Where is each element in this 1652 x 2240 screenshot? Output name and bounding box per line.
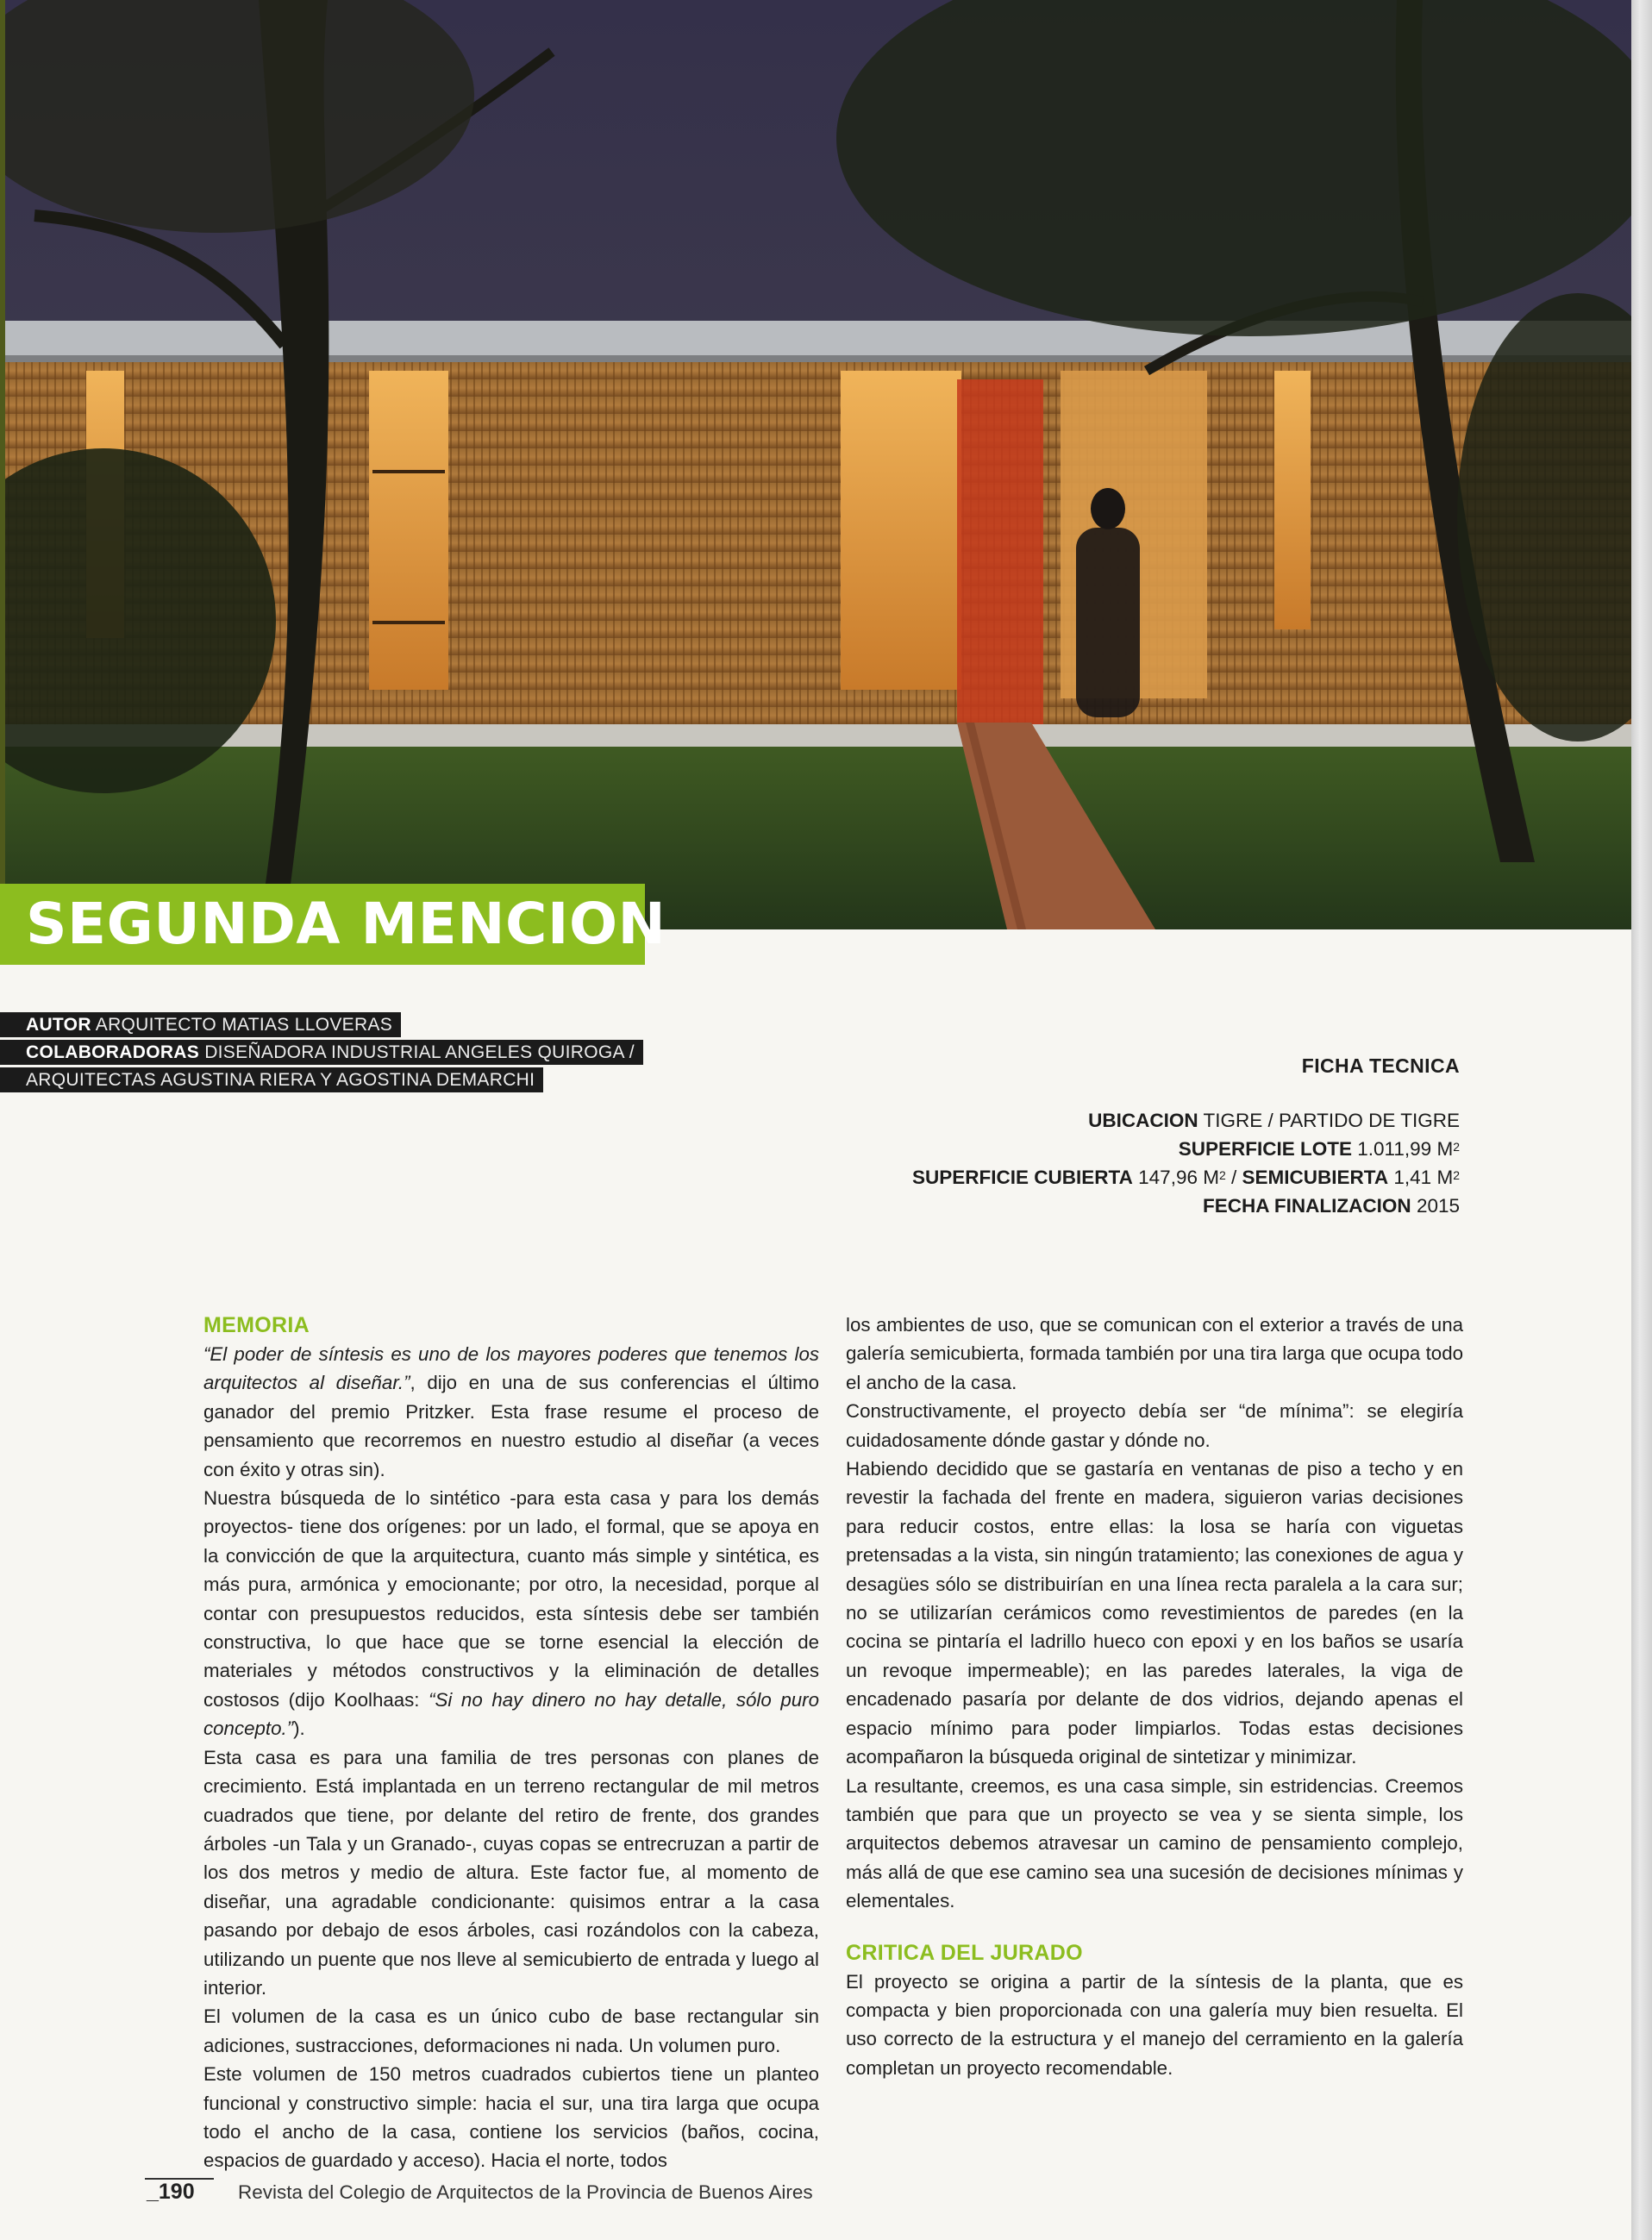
memoria-p2-end: ).	[293, 1718, 305, 1740]
jury-critique-text: El proyecto se origina a partir de la síntesis de la planta, que es compacta y bien proporcionada con una galería muy bien resuelta. El uso correcto de la estructura y el manejo del cerramiento en la galería completan un proyecto recomendable.	[846, 1970, 1463, 2079]
memoria-paragraph: Este volumen de 150 metros cuadrados cubiertos tiene un planteo funcional y constructivo simple: hacia el sur, una tira larga que ocupa todo el ancho de la casa, contiene los servicios (baños, cocina, espacios de guardado y acceso). Hacia el norte, todos	[203, 2063, 819, 2172]
page-number: _190	[147, 2180, 195, 2204]
section-heading: SEGUNDA MENCION	[26, 891, 666, 957]
collaborators-value-2: ARQUITECTAS AGUSTINA RIERA Y AGOSTINA DEMARCHI	[26, 1070, 535, 1090]
credit-collaborators	[0, 1040, 643, 1065]
separator: /	[1231, 1167, 1242, 1188]
covered-area-label: SUPERFICIE CUBIERTA	[912, 1167, 1133, 1188]
memoria-paragraph: La resultante, creemos, es una casa simple, sin estridencias. Creemos también que para que un proyecto se vea y se sienta simple, los arquitectos debemos atravesar un camino de pensamiento complejo, más allá de que ese camino sea una sucesión de decisiones mínimas y elementales.	[846, 1774, 1463, 1912]
house-photo-illustration	[0, 0, 1631, 929]
memoria-paragraph: Esta casa es para una familia de tres personas con planes de crecimiento. Está implantada en un terreno rectangular de mil metros cuadrados que tiene, por delante del retiro de frente, dos grandes árboles -un Tala y un Granado-, cuyas copas se entrecruzan a partir de los dos metros y medio de altura. Este factor fue, al momento de diseñar, una agradable condicionante: quisimos entrar a la casa pasando por debajo de esos árboles, casi rozándolos con la cabeza, utilizando un puente que nos lleve al semicubierto de entrada y luego al interior.	[203, 1746, 819, 1999]
completion-date-value: 2015	[1416, 1195, 1460, 1217]
lot-area-label: SUPERFICIE LOTE	[1178, 1138, 1353, 1160]
memoria-p2-start: Nuestra búsqueda de lo sintético -para esta casa y para los demás proyectos- tiene dos orígenes: por un lado, el formal, que se apoya en la convicción de que la arquitectura, cuanto más simple y sintética, es más pura, armónica y emocionante; por otro, la necesidad, porque al contar con presupuestos reducidos, esta síntesis debe ser también constructiva, lo que hace que se torne esencial la elección de materiales y métodos constructivos y la eliminación de detalles costosos (dijo Koolhaas:	[203, 1487, 819, 1711]
location-row	[912, 1106, 1460, 1135]
jury-critique-heading: CRITICA DEL JURADO	[846, 1940, 1083, 1965]
unit-superscript: 2	[1453, 1140, 1460, 1154]
semicovered-area-value: 1,41 M	[1393, 1167, 1454, 1188]
text-column-right	[846, 1311, 1463, 2082]
technical-sheet-title: FICHA TECNICA	[1301, 1054, 1460, 1077]
memoria-paragraph: El volumen de la casa es un único cubo de base rectangular sin adiciones, sustracciones, deformaciones ni nada. Un volumen puro.	[203, 2005, 819, 2056]
text-column-left	[203, 1311, 819, 2175]
house-photo	[0, 0, 1631, 929]
completion-date-row	[912, 1192, 1460, 1220]
collaborators-label: COLABORADORAS	[26, 1042, 200, 1062]
author-value: ARQUITECTO MATIAS LLOVERAS	[95, 1015, 393, 1035]
memoria-p1-rest: , dijo en una de sus conferencias el último ganador del premio Pritzker. Esta frase resume el proceso de pensamiento que recorremos en nuestro estudio al diseñar (a veces con éxito y otras sin).	[203, 1372, 819, 1480]
covered-area-value: 147,96 M	[1138, 1167, 1219, 1188]
unit-superscript: 2	[1453, 1168, 1460, 1182]
page-fold-edge	[1631, 0, 1652, 2240]
lot-area-value: 1.011,99 M	[1357, 1138, 1454, 1160]
koolhaas-quote: “Si no hay dinero no hay detalle, sólo puro concepto.”	[203, 1688, 819, 1740]
unit-superscript: 2	[1218, 1168, 1226, 1182]
magazine-name: Revista del Colegio de Arquitectos de la Provincia de Buenos Aires	[238, 2181, 813, 2203]
pritzker-quote: “El poder de síntesis es uno de los mayores poderes que tenemos los arquitectos al diseñar.”	[203, 1343, 819, 1394]
memoria-paragraph	[203, 1340, 819, 1484]
credit-author	[0, 1012, 401, 1037]
semicovered-area-label: SEMICUBIERTA	[1242, 1167, 1389, 1188]
memoria-paragraph: Habiendo decidido que se gastaría en ventanas de piso a techo y en revestir la fachada del frente en madera, siguieron varias decisiones para reducir costos, entre ellas: la losa se haría con viguetas pretensadas a la vista, sin ningún tratamiento; las conexiones de agua y desagües sólo se distribuirían en una línea recta paralela a la cara sur; no se utilizarían cerámicos como revestimientos de paredes (en la cocina se pintaría el ladrillo hueco con epoxi y en los baños se usaría un revoque impermeable); en las paredes laterales, la viga de encadenado pasaría por delante de dos vidrios, dejando apenas el espacio mínimo para poder limpiarlos. Todas estas decisiones acompañaron la búsqueda original de sintetizar y minimizar.	[846, 1458, 1463, 1768]
lot-area-row	[912, 1135, 1460, 1163]
location-value: TIGRE / PARTIDO DE TIGRE	[1203, 1110, 1460, 1131]
memoria-paragraph: los ambientes de uso, que se comunican con el exterior a través de una galería semicubierta, formada también por una tira larga que ocupa todo el ancho de la casa.	[846, 1314, 1463, 1393]
memoria-paragraph	[203, 1484, 819, 1743]
left-color-strip	[0, 0, 5, 940]
technical-sheet	[912, 1052, 1460, 1220]
memoria-paragraph: Constructivamente, el proyecto debía ser “de mínima”: se elegiría cuidadosamente dónde gastar y dónde no.	[846, 1400, 1463, 1451]
credit-collaborators-continued	[0, 1067, 543, 1092]
collaborators-value: DISEÑADORA INDUSTRIAL ANGELES QUIROGA /	[204, 1042, 635, 1062]
author-label: AUTOR	[26, 1015, 91, 1035]
memoria-heading: MEMORIA	[203, 1313, 310, 1337]
location-label: UBICACION	[1088, 1110, 1198, 1131]
covered-area-row	[912, 1163, 1460, 1192]
completion-date-label: FECHA FINALIZACION	[1203, 1195, 1411, 1217]
